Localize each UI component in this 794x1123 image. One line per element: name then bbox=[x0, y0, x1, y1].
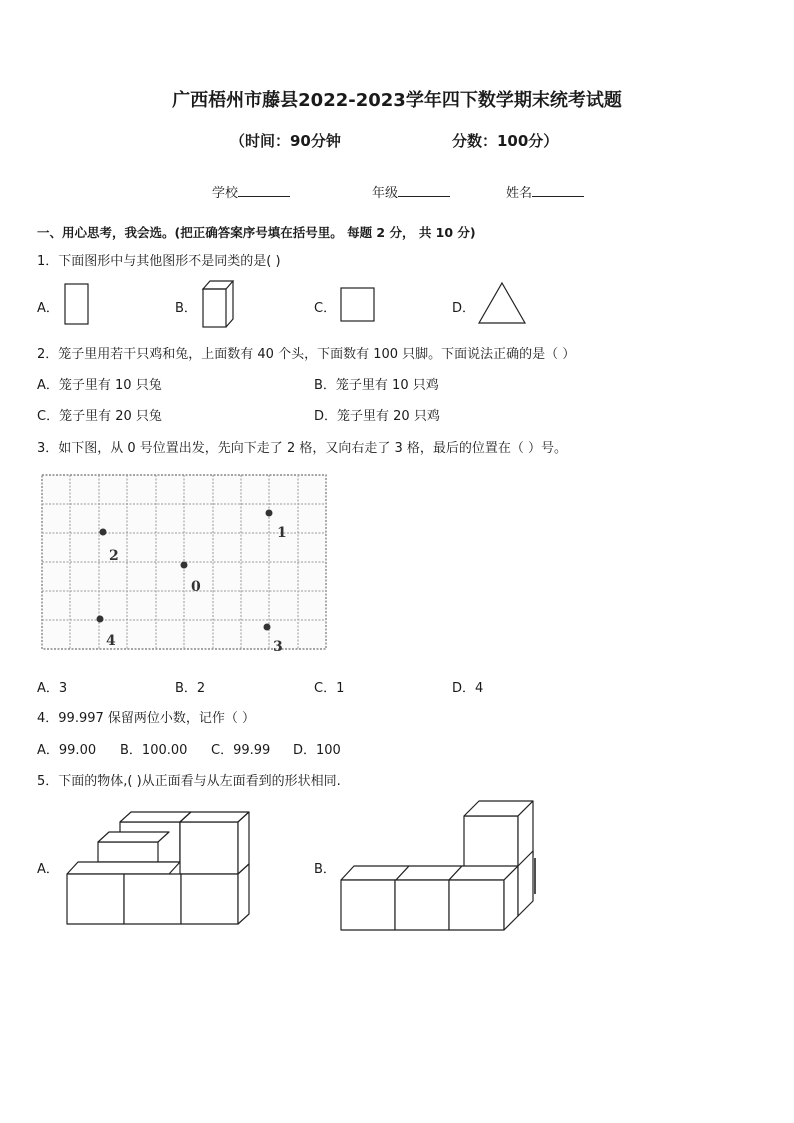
cube-figure-b bbox=[336, 798, 540, 934]
q4-option-d[interactable]: D．100 bbox=[293, 743, 341, 758]
name-field bbox=[506, 182, 584, 201]
cuboid-figure bbox=[200, 279, 236, 329]
q5-stem: 5．下面的物体,( )从正面看与从左面看到的形状相同. bbox=[37, 774, 341, 789]
q2-option-a[interactable]: A．笼子里有 10 只兔 bbox=[37, 378, 162, 393]
rectangle-figure bbox=[64, 283, 90, 325]
grid-label-1: 1 bbox=[277, 525, 287, 541]
page-title: 广西梧州市藤县2022-2023学年四下数学期末统考试题 bbox=[172, 90, 622, 111]
school-blank[interactable] bbox=[238, 185, 290, 197]
q1-label-d[interactable]: D． bbox=[452, 301, 476, 316]
grid-point-2 bbox=[100, 529, 107, 536]
section-heading: 一、用心思考，我会选。(把正确答案序号填在括号里。 每题 2 分， 共 10 分) bbox=[37, 225, 476, 240]
position-grid bbox=[40, 473, 330, 655]
exam-score: 分数：100分） bbox=[452, 132, 559, 150]
grade-label: 年级 bbox=[372, 186, 399, 201]
q2-option-c[interactable]: C．笼子里有 20 只兔 bbox=[37, 409, 162, 424]
grid-label-3: 3 bbox=[273, 639, 283, 655]
q4-stem: 4．99.997 保留两位小数，记作（ ） bbox=[37, 711, 256, 726]
grid-point-1 bbox=[266, 510, 273, 517]
grade-blank[interactable] bbox=[398, 185, 450, 197]
q3-option-d[interactable]: D．4 bbox=[452, 681, 484, 696]
q3-option-c[interactable]: C．1 bbox=[314, 681, 345, 696]
school-label: 学校 bbox=[212, 186, 239, 201]
q3-stem: 3．如下图，从 0 号位置出发，先向下走了 2 格，又向右走了 3 格，最后的位置在（ ）号。 bbox=[37, 441, 568, 456]
q3-option-b[interactable]: B．2 bbox=[175, 681, 206, 696]
school-field bbox=[212, 182, 290, 201]
q1-label-c[interactable]: C． bbox=[314, 301, 337, 316]
name-blank[interactable] bbox=[532, 185, 584, 197]
square-figure bbox=[340, 287, 376, 323]
q1-label-a[interactable]: A． bbox=[37, 301, 59, 316]
grid-point-0 bbox=[181, 562, 188, 569]
q4-option-a[interactable]: A．99.00 bbox=[37, 743, 97, 758]
name-label: 姓名 bbox=[506, 186, 533, 201]
triangle-figure bbox=[478, 281, 528, 327]
grid-label-4: 4 bbox=[106, 633, 116, 649]
q3-option-a[interactable]: A．3 bbox=[37, 681, 68, 696]
cube-figure-a bbox=[60, 806, 260, 930]
q2-option-d[interactable]: D．笼子里有 20 只鸡 bbox=[314, 409, 440, 424]
grid-point-4 bbox=[97, 616, 104, 623]
q2-option-b[interactable]: B．笼子里有 10 只鸡 bbox=[314, 378, 439, 393]
q5-label-b[interactable]: B． bbox=[314, 862, 336, 877]
grid-label-0: 0 bbox=[191, 579, 201, 595]
q2-stem: 2．笼子里用若干只鸡和兔，上面数有 40 个头，下面数有 100 只脚。下面说法正确的是（ ） bbox=[37, 347, 576, 362]
grid-label-2: 2 bbox=[109, 548, 119, 564]
grid-point-3 bbox=[264, 624, 271, 631]
exam-time: （时间：90分钟 bbox=[230, 132, 341, 150]
q5-label-a[interactable]: A． bbox=[37, 862, 59, 877]
q4-option-b[interactable]: B．100.00 bbox=[120, 743, 188, 758]
q4-option-c[interactable]: C．99.99 bbox=[211, 743, 271, 758]
grade-field bbox=[372, 182, 450, 201]
q1-label-b[interactable]: B． bbox=[175, 301, 197, 316]
q1-stem: 1．下面图形中与其他图形不是同类的是( ) bbox=[37, 254, 281, 269]
